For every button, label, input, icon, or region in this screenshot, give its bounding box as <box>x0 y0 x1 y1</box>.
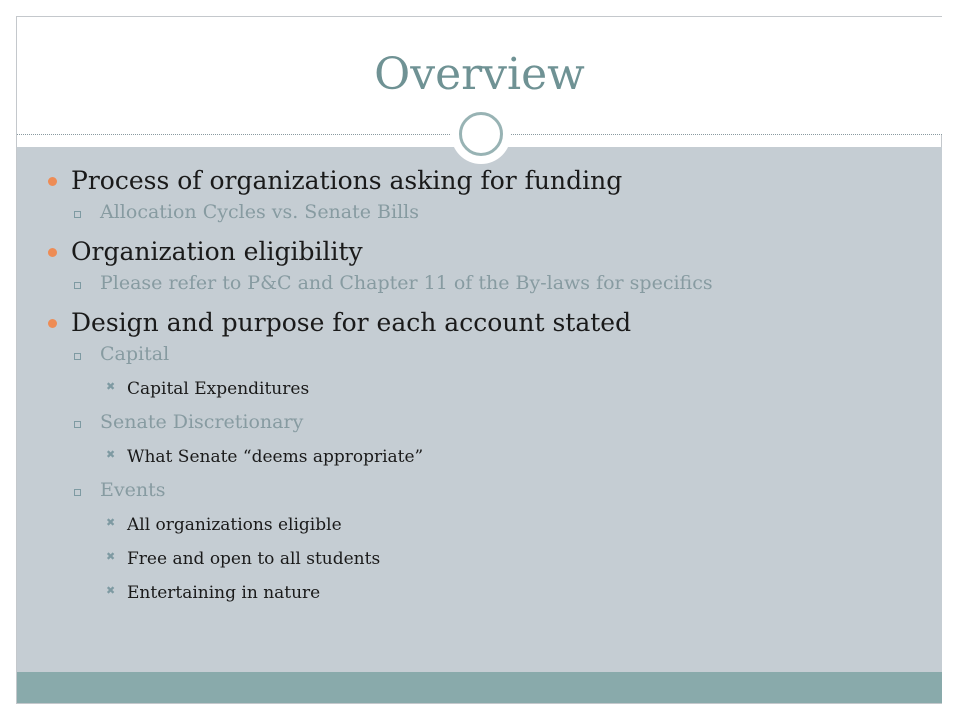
bullet-text: Design and purpose for each account stated <box>71 308 632 337</box>
bullet-list <box>48 160 928 611</box>
hollow-square-bullet-icon <box>74 211 81 218</box>
sub-bullet-item <box>48 339 928 373</box>
bottom-band <box>17 672 942 703</box>
sub-sub-bullet-text: Entertaining in nature <box>127 583 321 603</box>
x-mark-bullet-icon: ✖ <box>106 516 116 529</box>
hollow-square-bullet-icon <box>74 282 81 289</box>
sub-bullet-text: Allocation Cycles vs. Senate Bills <box>100 201 419 223</box>
ring-circle-ornament-icon <box>451 104 511 164</box>
sub-sub-bullet-item <box>48 543 928 577</box>
sub-sub-bullet-item <box>48 577 928 611</box>
sub-sub-bullet-item <box>48 441 928 475</box>
sub-sub-bullet-text: Capital Expenditures <box>127 379 310 399</box>
bullet-item <box>48 302 928 339</box>
hollow-square-bullet-icon <box>74 353 81 360</box>
hollow-square-bullet-icon <box>74 489 81 496</box>
circle-ring <box>459 112 503 156</box>
sub-bullet-text: Please refer to P&C and Chapter 11 of the By-laws for specifics <box>100 272 713 294</box>
filled-circle-bullet-icon <box>48 177 57 186</box>
x-mark-bullet-icon: ✖ <box>106 550 116 563</box>
x-mark-bullet-icon: ✖ <box>106 380 116 393</box>
sub-bullet-text: Capital <box>100 343 170 365</box>
bullet-item <box>48 231 928 268</box>
slide-title: Overview <box>374 49 585 100</box>
sub-bullet-item <box>48 268 928 302</box>
bullet-item <box>48 160 928 197</box>
sub-sub-bullet-item <box>48 509 928 543</box>
sub-sub-bullet-item <box>48 373 928 407</box>
sub-bullet-text: Events <box>100 479 166 501</box>
sub-sub-bullet-text: All organizations eligible <box>127 515 342 535</box>
sub-bullet-text: Senate Discretionary <box>100 411 304 433</box>
x-mark-bullet-icon: ✖ <box>106 448 116 461</box>
sub-sub-bullet-text: What Senate “deems appropriate” <box>127 447 424 467</box>
bullet-text: Process of organizations asking for funding <box>71 166 623 195</box>
hollow-square-bullet-icon <box>74 421 81 428</box>
bullet-text: Organization eligibility <box>71 237 363 266</box>
sub-bullet-item <box>48 407 928 441</box>
filled-circle-bullet-icon <box>48 319 57 328</box>
sub-bullet-item <box>48 475 928 509</box>
x-mark-bullet-icon: ✖ <box>106 584 116 597</box>
sub-bullet-item <box>48 197 928 231</box>
sub-sub-bullet-text: Free and open to all students <box>127 549 381 569</box>
filled-circle-bullet-icon <box>48 248 57 257</box>
